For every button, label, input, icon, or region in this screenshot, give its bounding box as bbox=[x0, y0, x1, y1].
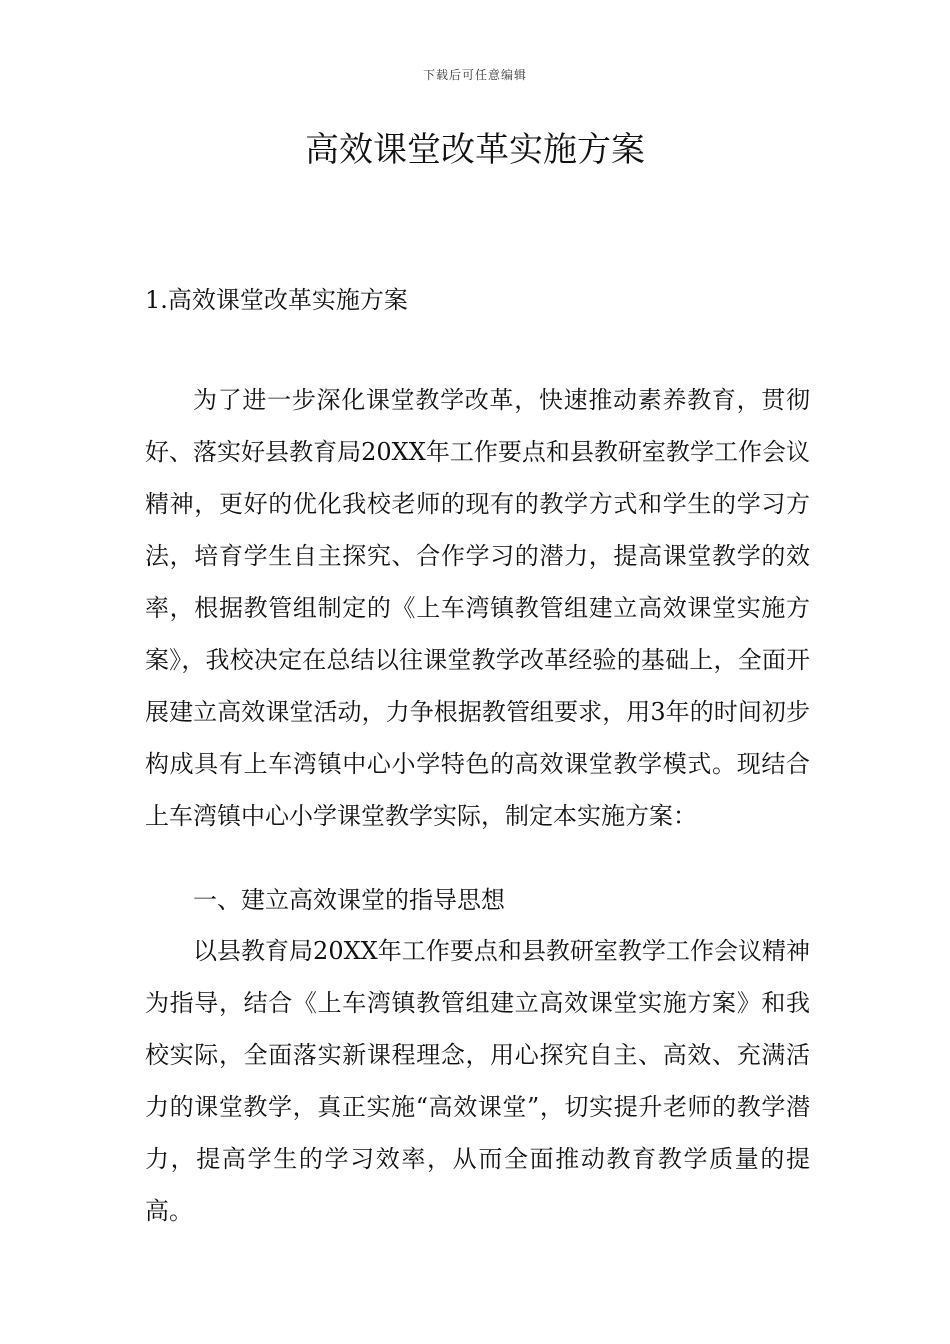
header-note: 下载后可任意编辑 bbox=[422, 68, 527, 82]
document-title: 高效课堂改革实施方案 bbox=[305, 130, 645, 170]
guiding-paragraph: 以县教育局20XX年工作要点和县教研室教学工作会议精神为指导，结合《上车湾镇教管组建立高效课堂实施方案》和我校实际，全面落实新课程理念，用心探究自主、高效、充满活力的课堂教学，真正实施“高效课堂”，切实提升老师的教学潜力，提高学生的学习效率，从而全面推动教育教学质量的提高。 bbox=[145, 937, 810, 1225]
subheading-guiding-principle: 一、建立高效课堂的指导思想 bbox=[193, 886, 505, 914]
section-heading: 1.高效课堂改革实施方案 bbox=[145, 286, 408, 314]
intro-paragraph: 为了进一步深化课堂教学改革，快速推动素养教育，贯彻好、落实好县教育局20XX年工作要点和县教研室教学工作会议精神，更好的优化我校老师的现有的教学方式和学生的学习方法，培育学生自主探究、合作学习的潜力，提高课堂教学的效率，根据教管组制定的《上车湾镇教管组建立高效课堂实施方案》，我校决定在总结以往课堂教学改革经验的基础上，全面开展建立高效课堂活动，力争根据教管组要求，用3年的时间初步构成具有上车湾镇中心小学特色的高效课堂教学模式。现结合上车湾镇中心小学课堂教学实际，制定本实施方案： bbox=[145, 386, 810, 830]
